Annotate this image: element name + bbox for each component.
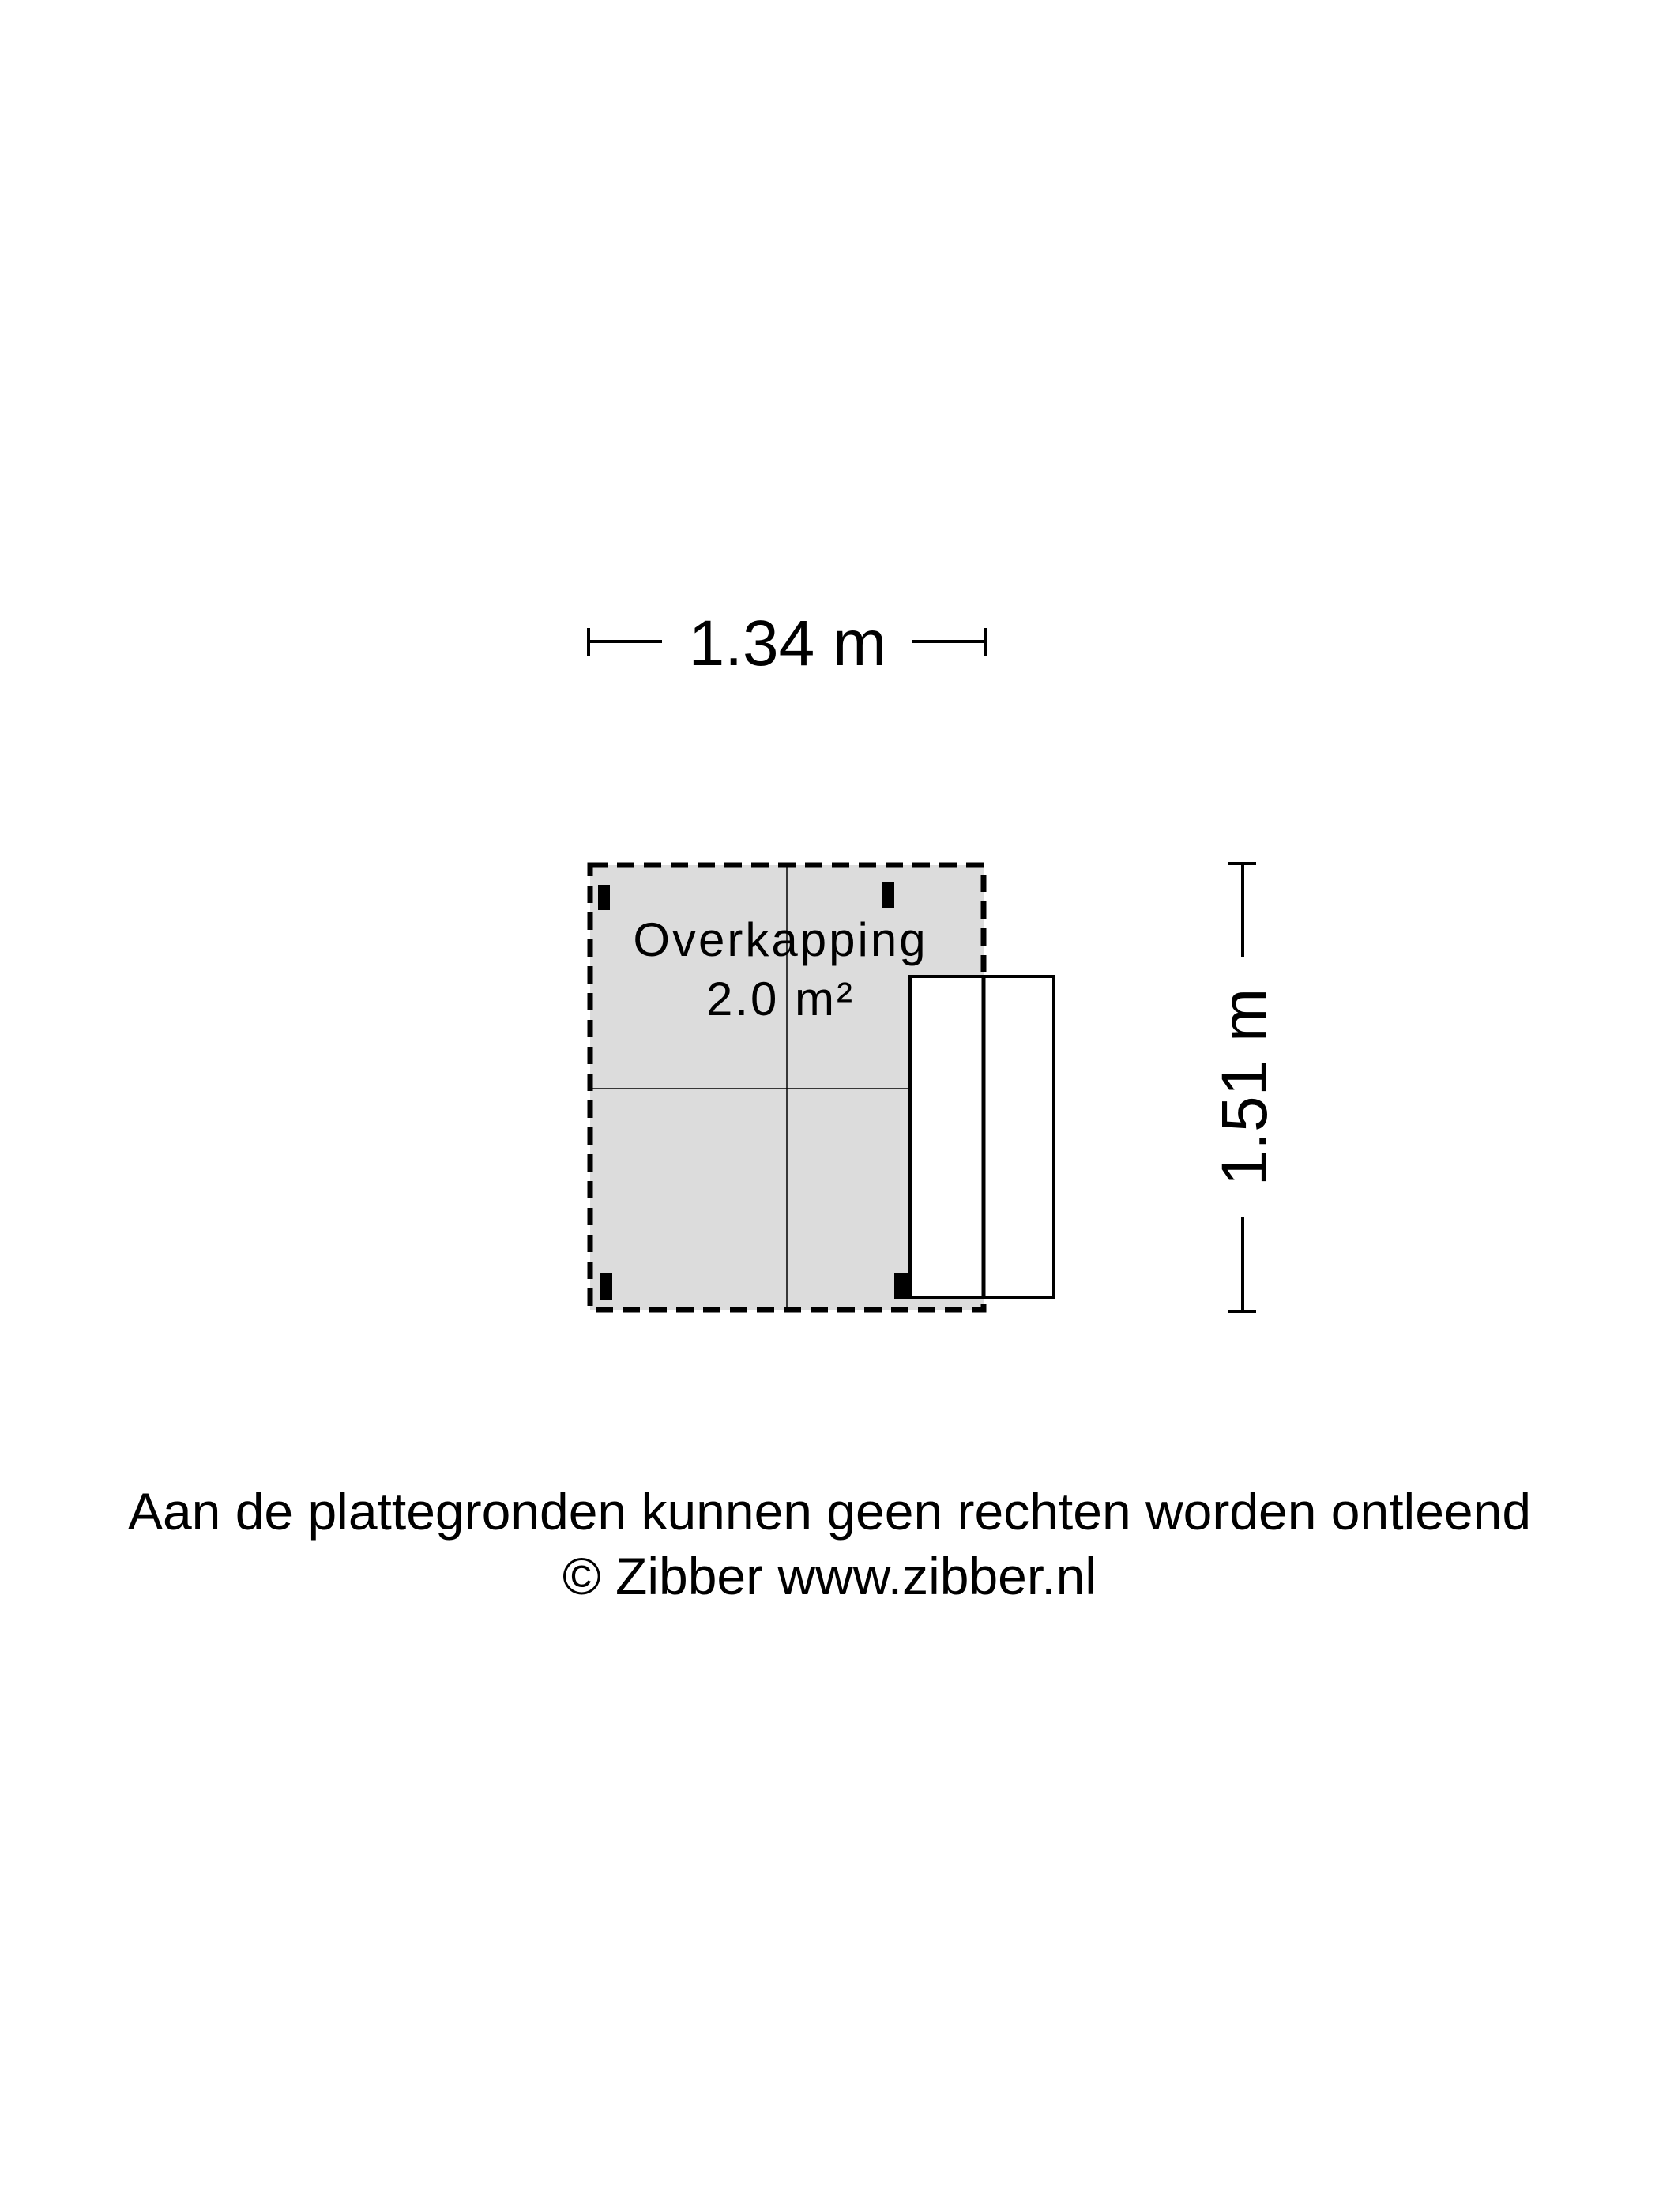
post-bottom-right [894,1273,910,1299]
height-dimension-label: 1.51 m [1209,988,1281,1187]
width-dimension [589,608,985,679]
room-area-label: 2.0 m² [705,972,856,1025]
room-name: Overkapping [633,913,928,966]
width-dimension-label: 1.34 m [688,608,887,679]
copyright-text: © Zibber www.zibber.nl [562,1547,1097,1605]
post-top-left [598,885,610,910]
post-bottom-left [600,1273,612,1300]
disclaimer-text: Aan de plattegronden kunnen geen rechten worden ontleend [127,1482,1532,1540]
height-dimension [1209,863,1281,1311]
post-top-right [882,882,894,908]
